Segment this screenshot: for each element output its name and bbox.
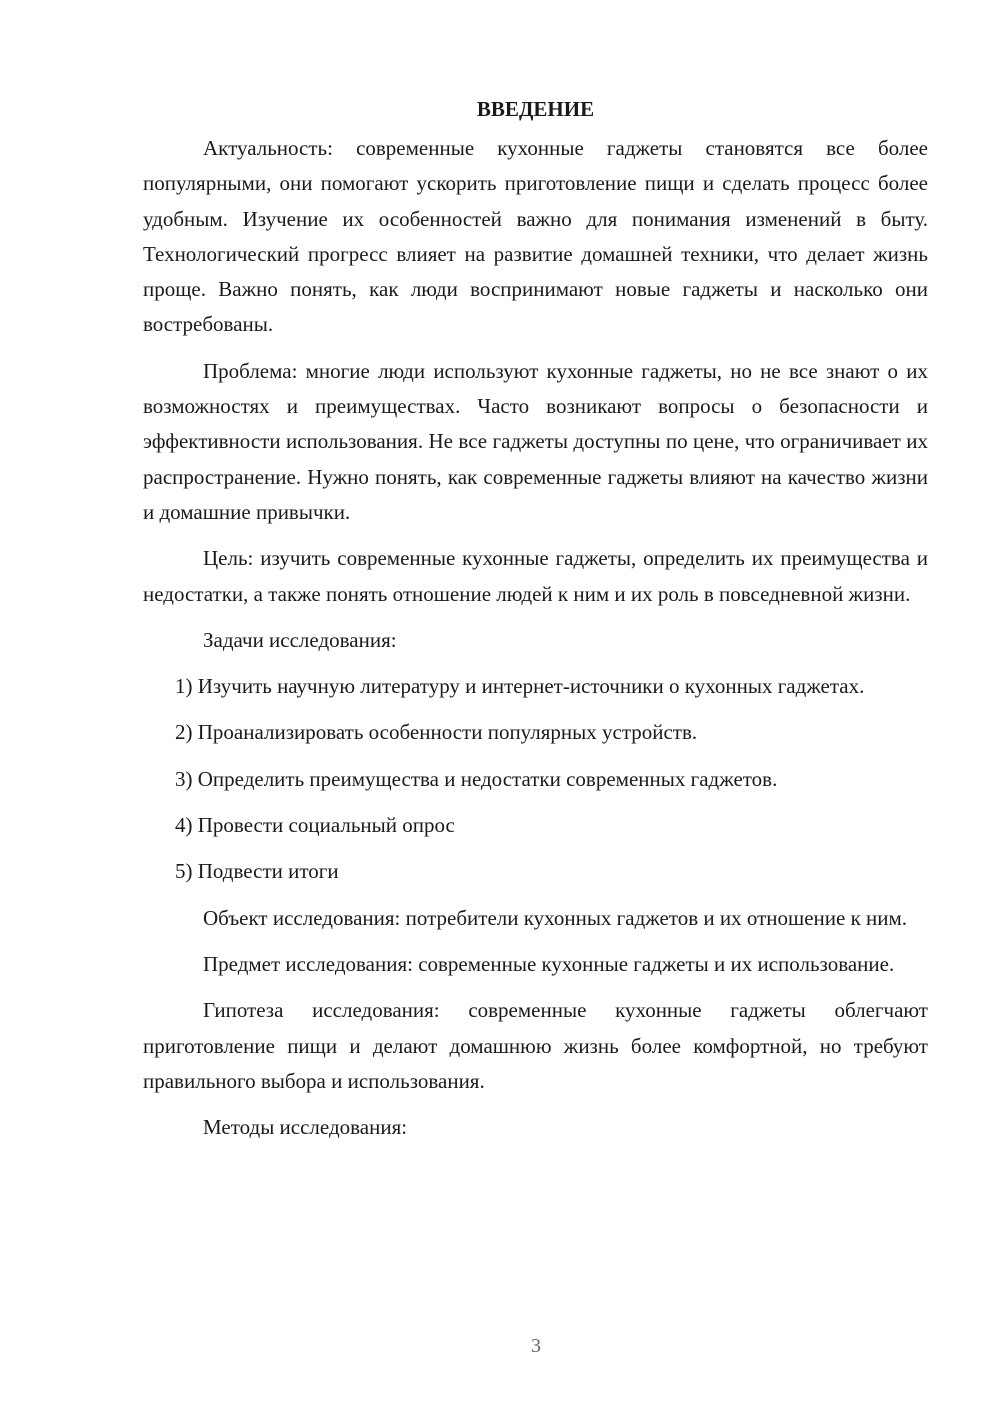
paragraph-methods: Методы исследования: bbox=[203, 1115, 408, 1140]
task-item-2: 2) Проанализировать особенности популярных устройств. bbox=[175, 720, 698, 745]
paragraph-goal: Цель: изучить современные кухонные гаджеты, определить их преимущества и недостатки, а также понять отношение людей к ним и их роль в повседневной жизни. bbox=[143, 546, 928, 606]
section-title: ВВЕДЕНИЕ bbox=[476, 97, 595, 121]
paragraph-hypothesis: Гипотеза исследования: современные кухонные гаджеты облегчают приготовление пищи и делают домашнюю жизнь более комфортной, но требуют правильного выбора и использования. bbox=[143, 998, 928, 1093]
document-page bbox=[143, 92, 928, 1156]
paragraph-tasks-heading: Задачи исследования: bbox=[203, 627, 397, 652]
paragraph-object: Объект исследования: потребители кухонных гаджетов и их отношение к ним. bbox=[203, 905, 908, 930]
page-number: 3 bbox=[531, 1335, 541, 1357]
task-item-1: 1) Изучить научную литературу и интернет-источники о кухонных гаджетах. bbox=[175, 674, 865, 699]
task-item-4: 4) Провести социальный опрос bbox=[175, 813, 455, 838]
task-item-5: 5) Подвести итоги bbox=[175, 859, 339, 884]
task-item-3: 3) Определить преимущества и недостатки современных гаджетов. bbox=[175, 766, 778, 791]
paragraph-relevance: Актуальность: современные кухонные гаджеты становятся все более популярными, они помогают ускорить приготовление пищи и сделать процесс более удобным. Изучение их особенностей важно для понимания изменений в быту. Технологический прогресс влияет на развитие домашней техники, что делает жизнь проще. Важно понять, как люди воспринимают новые гаджеты и насколько они востребованы. bbox=[143, 136, 928, 337]
paragraph-subject: Предмет исследования: современные кухонные гаджеты и их использование. bbox=[203, 951, 895, 976]
paragraph-problem: Проблема: многие люди используют кухонные гаджеты, но не все знают о их возможностях и преимуществах. Часто возникают вопросы о безопасности и эффективности использования. Не все гаджеты доступны по цене, что ограничивает их распространение. Нужно понять, как современные гаджеты влияют на качество жизни и домашние привычки. bbox=[143, 358, 928, 524]
